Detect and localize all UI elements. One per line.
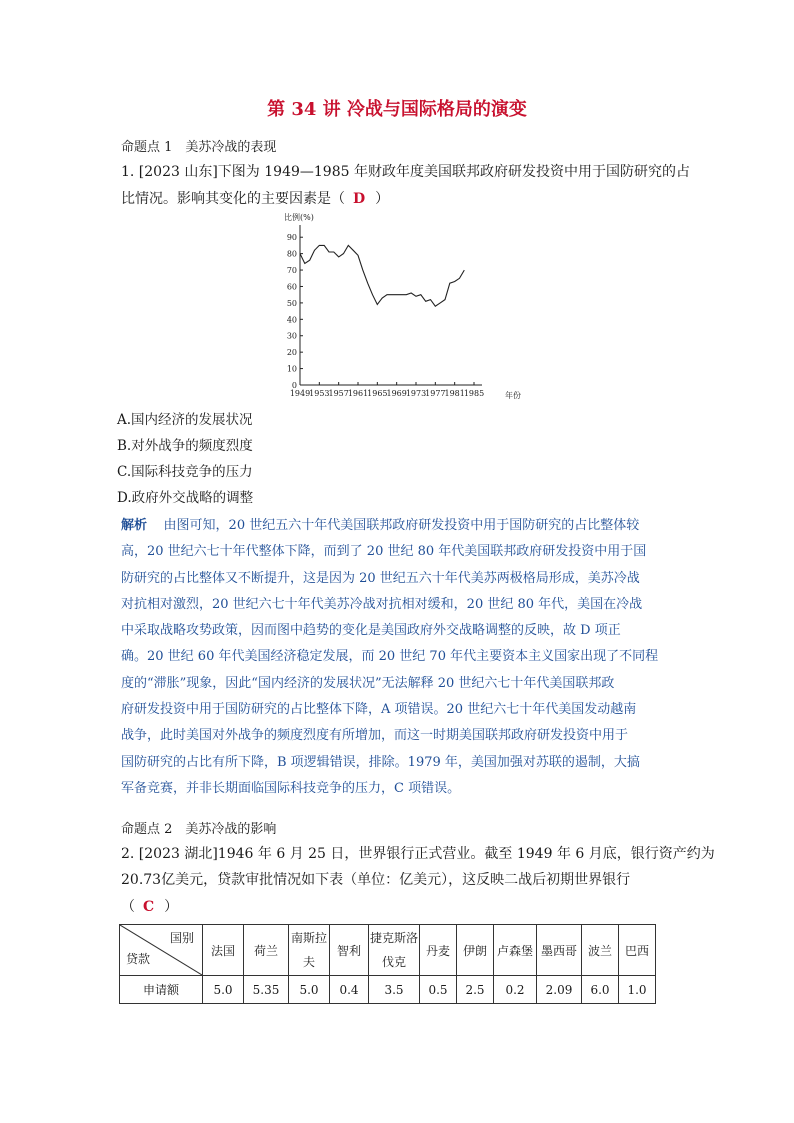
chart-y-tick-label: 50 (286, 298, 297, 308)
table-cell: 2.5 (457, 976, 494, 1004)
page-title: 第 34 讲 冷战与国际格局的演变 (267, 99, 527, 120)
table-cell: 5.35 (244, 976, 289, 1004)
corner-header-loan: 贷款 (126, 952, 151, 966)
loan-table (119, 924, 656, 1004)
table-cell: 5.0 (289, 976, 330, 1004)
chart-x-tick-label: 1969 (386, 389, 407, 398)
option-a: A.国内经济的发展状况 (117, 412, 253, 428)
table-cell: 0.2 (494, 976, 537, 1004)
table-header-cell: 巴西 (619, 925, 656, 976)
table-header-cell: 墨西哥 (537, 925, 582, 976)
analysis-line: 军备竞赛，并非长期面临国际科技竞争的压力，C 项错误。 (121, 780, 461, 796)
option-b: B.对外战争的频度烈度 (117, 438, 253, 454)
question-1-line-1: 1. [2023 山东]下图为 1949—1985 年财政年度美国联邦政府研发投资中用于国防研究的占 (121, 164, 690, 180)
chart-x-tick-label: 1957 (328, 389, 349, 398)
table-header-cell: 波兰 (582, 925, 619, 976)
corner-header-country: 国别 (169, 931, 194, 945)
analysis-line: 高，20 世纪六七十年代整体下降，而到了 20 世纪 80 年代美国联邦政府研发投资中用于国 (121, 544, 647, 560)
chart-x-tick-label: 1961 (347, 389, 369, 398)
analysis-label: 解析 (121, 518, 148, 533)
chart-x-tick-label: 1973 (405, 389, 427, 398)
question-1-line-2 (121, 188, 389, 208)
table-cell: 6.0 (582, 976, 619, 1004)
question-2-line-2: 20.73亿美元，贷款审批情况如下表（单位：亿美元），这反映二战后初期世界银行 (121, 872, 631, 888)
chart-y-tick-label: 80 (286, 249, 297, 259)
table-header-cell: 伊朗 (457, 925, 494, 976)
table-cell: 0.5 (420, 976, 457, 1004)
table-header-cell: 智利 (330, 925, 369, 976)
line-chart (262, 207, 522, 402)
table-row-label: 申请额 (120, 976, 203, 1004)
chart-y-tick-label: 60 (286, 282, 297, 292)
chart-x-tick-label: 1965 (367, 389, 388, 398)
question-1-paren-close: ） (375, 191, 390, 207)
chart-x-tick-label: 1953 (309, 389, 330, 398)
option-d: D.政府外交战略的调整 (117, 490, 254, 506)
table-header-cell: 丹麦 (420, 925, 457, 976)
chart-y-tick-label: 30 (286, 331, 297, 341)
chart-y-tick-label: 40 (286, 315, 297, 325)
chart-x-tick-label: 1981 (444, 389, 465, 398)
table-row (120, 976, 656, 1004)
table-cell: 1.0 (619, 976, 656, 1004)
section-heading-2: 命题点 2 美苏冷战的影响 (121, 822, 277, 837)
table-header-cell: 荷兰 (244, 925, 289, 976)
line-chart-svg (262, 207, 522, 402)
analysis-block (121, 513, 677, 802)
option-c: C.国际科技竞争的压力 (117, 464, 253, 480)
chart-x-tick-label: 1985 (463, 389, 485, 398)
chart-y-axis-label: 比例(%) (284, 213, 314, 222)
analysis-line: 战争，此时美国对外战争的频度烈度有所增加，而这一时期美国联邦政府研发投资中用于 (121, 728, 629, 744)
table-header-cell: 法国 (203, 925, 244, 976)
chart-series-line (300, 245, 464, 306)
chart-y-tick-label: 70 (286, 266, 297, 276)
table-header-cell: 捷克斯洛伐克 (369, 925, 420, 976)
analysis-line: 对抗相对激烈，20 世纪六七十年代美苏冷战对抗相对缓和，20 世纪 80 年代，美国在冷战 (121, 596, 643, 612)
chart-y-tick-label: 20 (286, 348, 297, 358)
table-cell: 5.0 (203, 976, 244, 1004)
question-2-answer: C (143, 899, 155, 915)
table-cell: 3.5 (369, 976, 420, 1004)
chart-x-axis-label: 年份 (505, 391, 521, 400)
analysis-line: 解析 由图可知，20 世纪五六十年代美国联邦政府研发投资中用于国防研究的占比整体较 (121, 518, 640, 533)
chart-y-tick-label: 0 (291, 381, 297, 390)
question-2-answer-line: （ C ） (121, 899, 179, 915)
section-heading-1: 命题点 1 美苏冷战的表现 (121, 140, 277, 155)
chart-x-tick-label: 1977 (425, 389, 446, 398)
analysis-line: 确。20 世纪 60 年代美国经济稳定发展，而 20 世纪 70 年代主要资本主义国家出现了不同程 (121, 649, 659, 665)
analysis-line: 防研究的占比整体又不断提升，这是因为 20 世纪五六十年代美苏两极格局形成，美苏冷战 (121, 570, 640, 586)
chart-x-tick-label: 1949 (289, 389, 311, 398)
table-corner-cell (120, 925, 203, 976)
table-cell: 0.4 (330, 976, 369, 1004)
analysis-line: 国防研究的占比有所下降，B 项逻辑错误，排除。1979 年，美国加强对苏联的遏制，大搞 (121, 754, 640, 770)
table-header-row (120, 925, 656, 976)
chart-y-tick-label: 10 (286, 364, 297, 374)
table-cell: 2.09 (537, 976, 582, 1004)
question-1-answer: D (353, 191, 366, 207)
chart-y-tick-label: 90 (286, 233, 297, 243)
table-header-cell: 卢森堡 (494, 925, 537, 976)
analysis-line: 度的“滞胀”现象，因此“国内经济的发展状况”无法解释 20 世纪六七十年代美国联邦政 (121, 675, 615, 691)
table-header-cell: 南斯拉夫 (289, 925, 330, 976)
question-1-prompt: 比情况。影响其变化的主要因素是（ (121, 191, 345, 207)
analysis-line: 中采取战略攻势政策，因而图中趋势的变化是美国政府外交战略调整的反映，故 D 项正 (121, 623, 621, 639)
question-2-line-1: 2. [2023 湖北]1946 年 6 月 25 日，世界银行正式营业。截至 1949 年 6 月底，银行资产约为 (121, 846, 715, 862)
analysis-line: 府研发投资中用于国防研究的占比整体下降，A 项错误。20 世纪六七十年代美国发动越南 (121, 702, 637, 718)
